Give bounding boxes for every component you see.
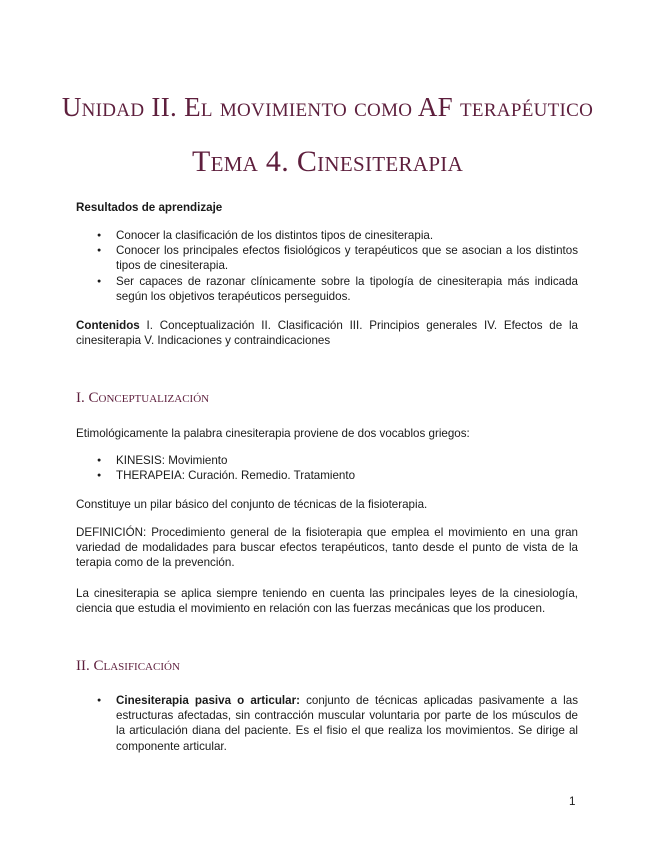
section-heading-conceptualizacion: I. Conceptualización <box>76 390 210 406</box>
list-item: ● Conocer la clasificación de los distintos tipos de cinesiterapia. <box>76 228 578 243</box>
list-item: ● Ser capaces de razonar clínicamente sobre la tipología de cinesiterapia más indicada según los objetivos terapéuticos perseguidos. <box>76 274 578 304</box>
learning-outcomes-heading: Resultados de aprendizaje <box>76 201 223 214</box>
contents-text: I. Conceptualización II. Clasificación III. Principios generales IV. Efectos de la cinesiterapia V. Indicaciones y contraindicaciones <box>76 319 578 348</box>
definition-paragraph: DEFINICIÓN: Procedimiento general de la fisioterapia que emplea el movimiento en una gran variedad de modalidades para buscar efectos terapéuticos, tanto desde el punto de vista de la terapia como de la prevención. <box>76 526 578 570</box>
contents-paragraph <box>76 318 578 348</box>
list-item: ● KINESIS: Movimiento <box>76 453 578 468</box>
section-heading-clasificacion: II. Clasificación <box>76 658 180 674</box>
kinesiology-paragraph: La cinesiterapia se aplica siempre teniendo en cuenta las principales leyes de la cinesiología, ciencia que estudia el movimiento en relación con las fuerzas mecánicas que los producen. <box>76 587 578 616</box>
unit-title: Unidad II. El movimiento como AF terapéutico <box>61 92 594 122</box>
list-item: ● THERAPEIA: Curación. Remedio. Tratamiento <box>76 468 578 483</box>
pillar-paragraph: Constituye un pilar básico del conjunto de técnicas de la fisioterapia. <box>76 498 428 511</box>
topic-title: Tema 4. Cinesiterapia <box>191 145 464 178</box>
list-item: ● Conocer los principales efectos fisiológicos y terapéuticos que se asocian a los distintos tipos de cinesiterapia. <box>76 243 578 273</box>
etymology-paragraph: Etimológicamente la palabra cinesiterapia proviene de dos vocablos griegos: <box>76 427 470 440</box>
classification-list <box>76 693 578 754</box>
passive-kinesitherapy-text: conjunto de técnicas aplicadas pasivamente a las estructuras afectadas, sin contracción muscular voluntaria por parte de los músculos de la articulación diana del paciente. Es el fisio el que realiza los movimientos. Se dirige al componente articular. <box>116 694 579 753</box>
page-number: 1 <box>569 795 576 808</box>
learning-outcomes-list <box>76 228 578 304</box>
passive-kinesitherapy-label: Cinesiterapia pasiva o articular: <box>116 694 300 707</box>
greek-words-list <box>76 453 578 483</box>
contents-label: Contenidos <box>76 319 140 332</box>
list-item <box>76 693 578 754</box>
